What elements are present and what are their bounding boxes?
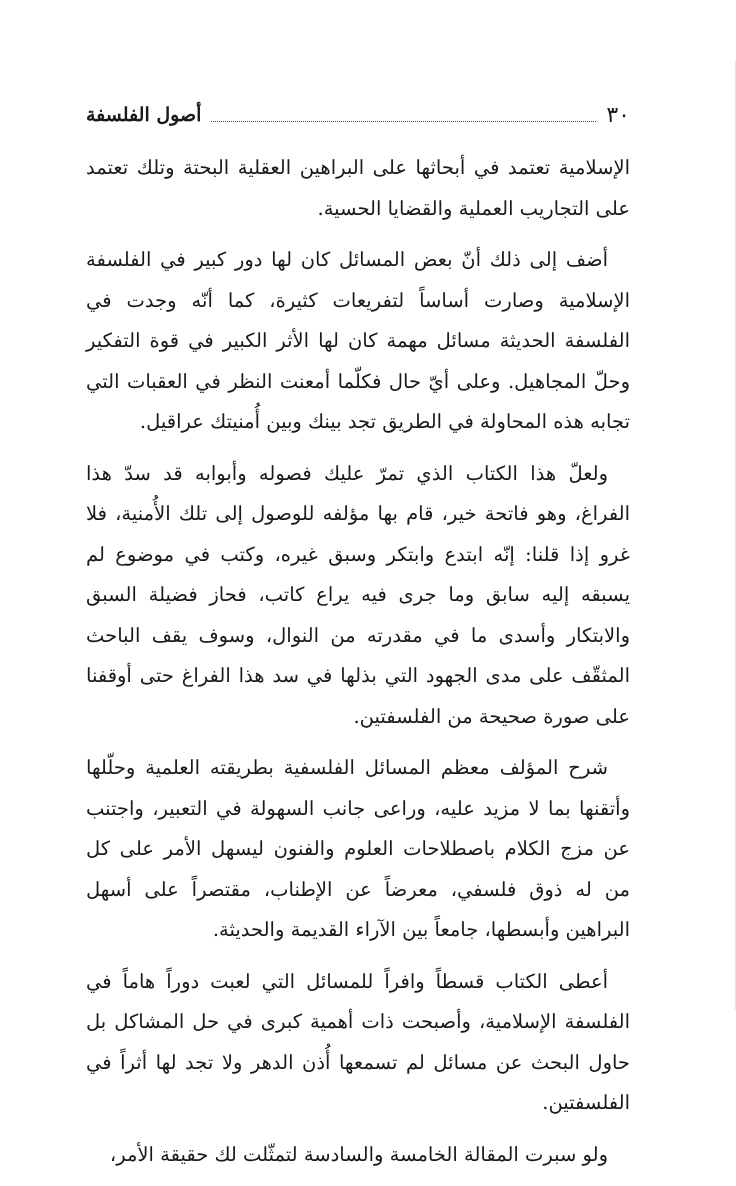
paragraph: شرح المؤلف معظم المسائل الفلسفية بطريقته العلمية وحلّلها وأتقنها بما لا مزيد عليه، وراعى جانب السهولة في التعبير، واجتنب عن مزج الكلام باصطلاحات العلوم والفنون ليسهل الأمر على كل من له ذوق فلسفي، معرضاً عن الإطناب، مقتصراً على أسهل البراهين وأبسطها، جامعاً بين الآراء القديمة والحديثة. bbox=[86, 756, 630, 941]
running-title: أصول الفلسفة bbox=[86, 104, 202, 126]
page-header bbox=[86, 100, 630, 130]
page-number: ٣٠ bbox=[606, 102, 630, 128]
header-dotted-leader bbox=[211, 121, 596, 122]
paragraph: ولعلّ هذا الكتاب الذي تمرّ عليك فصوله وأبوابه قد سدّ هذا الفراغ، وهو فاتحة خير، قام بها مؤلفه للوصول إلى تلك الأُمنية، فلا غرو إذا قلنا: إنّه ابتدع وابتكر وسبق غيره، وكتب في موضوع لم يسبقه إليه سابق وما جرى فيه يراع كاتب، فحاز فضيلة السبق والابتكار وأسدى ما في مقدرته من النوال، وسوف يقف الباحث المثقّف على مدى الجهود التي بذلها في سد هذا الفراغ حتى أوقفنا على صورة صحيحة من الفلسفتين. bbox=[86, 461, 630, 728]
paragraph: ولو سبرت المقالة الخامسة والسادسة لتمثّلت لك حقيقة الأمر، bbox=[109, 1142, 608, 1166]
paragraph-continuation: الإسلامية تعتمد في أبحاثها على البراهين العقلية البحتة وتلك تعتمد على التجاريب العملية والقضايا الحسية. bbox=[86, 156, 630, 220]
body-text bbox=[86, 148, 630, 1186]
paragraph: أعطى الكتاب قسطاً وافراً للمسائل التي لعبت دوراً هاماً في الفلسفة الإسلامية، وأصبحت ذات أهمية كبرى في حل المشاكل بل حاول البحث عن مسائل لم تسمعها أُذن الدهر ولا تجد لها أثراً في الفلسفتين. bbox=[86, 969, 630, 1114]
paragraph: أضف إلى ذلك أنّ بعض المسائل كان لها دور كبير في الفلسفة الإسلامية وصارت أساساً لتفريعات كثيرة، كما أنّه وجدت في الفلسفة الحديثة مسائل مهمة كان لها الأثر الكبير في قوة التفكير وحلّ المجاهيل. وعلى أيّ حال فكلّما أمعنت النظر في العقبات التي تجابه هذه المحاولة في الطريق تجد بينك وبين أُمنيتك عراقيل. bbox=[86, 248, 630, 433]
